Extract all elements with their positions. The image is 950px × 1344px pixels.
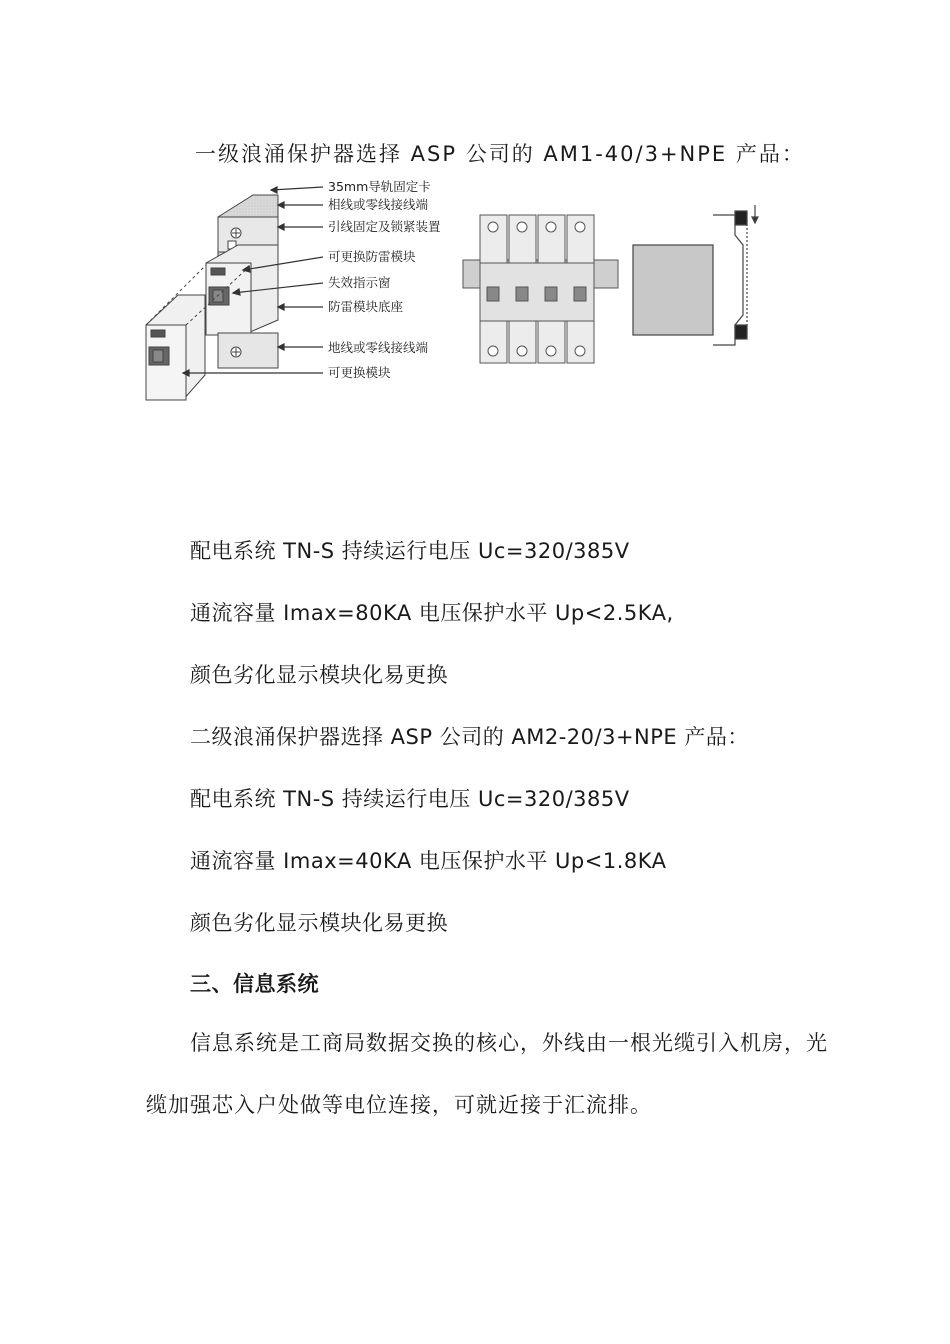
- label-replaceable-module: 可更换模块: [328, 365, 391, 380]
- spec-line-1: 配电系统 TN-S 持续运行电压 Uc=320/385V: [190, 539, 630, 563]
- spec-line-7: 颜色劣化显示模块化易更换: [190, 911, 448, 935]
- label-replaceable-spd-module: 可更换防雷模块: [328, 249, 416, 264]
- spec-line-3: 颜色劣化显示模块化易更换: [190, 663, 448, 687]
- label-phase-terminal: 相线或零线接线端: [328, 197, 429, 212]
- exploded-spd-drawing: [146, 195, 278, 400]
- spec-line-2: 通流容量 Imax=80KA 电压保护水平 Up<2.5KA,: [190, 601, 674, 625]
- label-lead-lock: 引线固定及锁紧装置: [328, 219, 441, 234]
- label-ground-terminal: 地线或零线接线端: [328, 340, 429, 355]
- label-module-base: 防雷模块底座: [328, 299, 404, 314]
- spec-line-4: 二级浪涌保护器选择 ASP 公司的 AM2-20/3+NPE 产品：: [190, 725, 749, 749]
- intro-line: 一级浪涌保护器选择 ASP 公司的 AM1-40/3+NPE 产品：: [195, 142, 805, 166]
- spec-line-6: 通流容量 Imax=40KA 电压保护水平 Up<1.8KA: [190, 849, 667, 873]
- body-paragraph: [146, 1012, 836, 1136]
- figure-labels: [328, 179, 441, 380]
- label-failure-window: 失效指示窗: [328, 275, 391, 290]
- side-view-profile: [633, 205, 758, 345]
- label-din-rail-clip: 35mm导轨固定卡: [328, 179, 431, 194]
- paragraph-text: 信息系统是工商局数据交换的核心，外线由一根光缆引入机房，光缆加强芯入户处做等电位连接，可就近接于汇流排。: [146, 1031, 828, 1117]
- front-view-four-pole: [463, 215, 618, 363]
- spd-product-figure: [143, 175, 763, 410]
- section-heading: 三、信息系统: [190, 972, 319, 996]
- spec-line-5: 配电系统 TN-S 持续运行电压 Uc=320/385V: [190, 787, 630, 811]
